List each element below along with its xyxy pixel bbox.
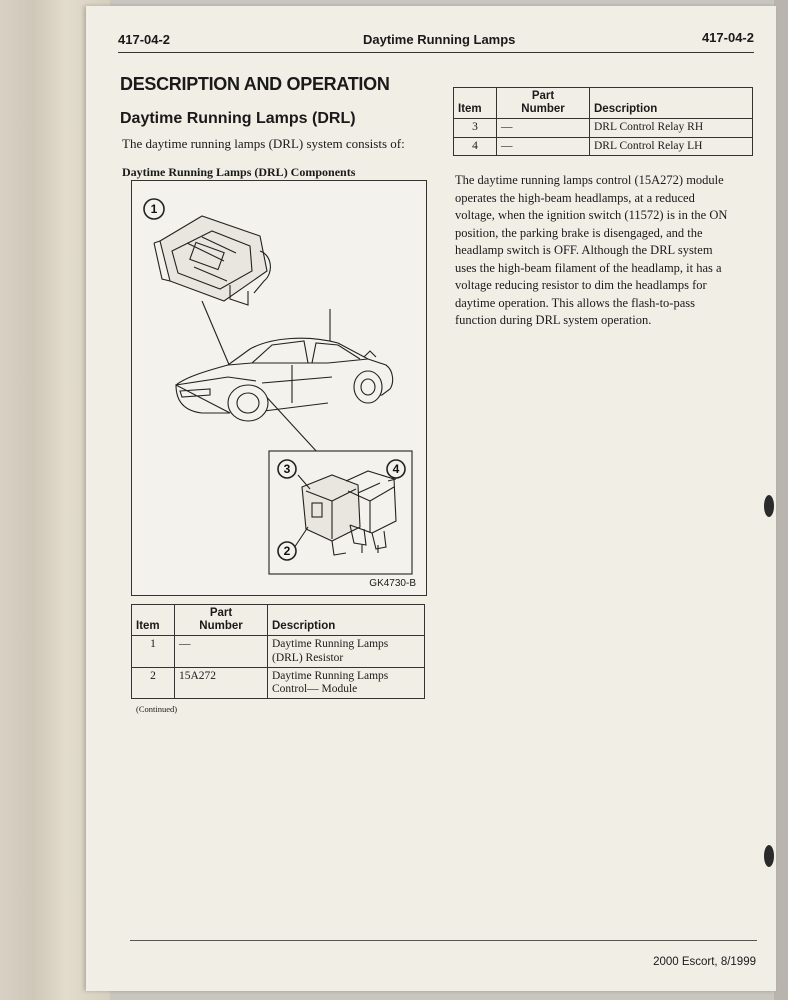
table-header-row (132, 605, 425, 636)
page-footer: 2000 Escort, 8/1999 (653, 956, 756, 968)
col-item: Item (132, 605, 175, 636)
parts-table-1 (131, 604, 425, 699)
parts-table-2 (453, 87, 753, 156)
figure-title: Daytime Running Lamps (DRL) Components (122, 165, 356, 179)
callout-3: 3 (283, 462, 291, 476)
footer-rule (130, 940, 757, 941)
binder-hole (764, 495, 774, 517)
subsection-title: Daytime Running Lamps (DRL) (120, 110, 356, 127)
binder-hole (764, 845, 774, 867)
page-id-right: 417-04-2 (701, 30, 754, 45)
callout-4: 4 (392, 462, 400, 476)
callout-1: 1 (150, 202, 158, 216)
figure-code: GK4730-B (369, 578, 416, 589)
table-row: 2 15A272 Daytime Running Lamps Control— Module (132, 667, 425, 698)
drl-resistor-drawing (154, 216, 270, 305)
table-row: 3 — DRL Control Relay RH (454, 119, 753, 137)
col-part-number: Part Number (175, 605, 268, 636)
callout-2: 2 (283, 544, 291, 558)
intro-text: The daytime running lamps (DRL) system consists of: (122, 136, 405, 151)
table-row: 4 — DRL Control Relay LH (454, 137, 753, 155)
binder-edge (774, 0, 788, 1000)
components-figure (131, 180, 427, 596)
col-description: Description (590, 88, 753, 119)
col-description: Description (268, 605, 425, 636)
car-drawing (176, 338, 393, 421)
body-paragraph: The daytime running lamps control (15A272) module operates the high-beam headlamps, at a reduced voltage, when the ignition switch (11572) is in the ON position, the parking brake is disengaged, and the headlamp switch is OFF. Although the DRL system uses the high-beam filament of the headlamp, it has a voltage reducing resistor to dim the headlamps for daytime operation. This allows the flash-to-pass function during DRL system operation. (455, 173, 728, 327)
page-header (118, 30, 754, 53)
continued-note: (Continued) (136, 704, 178, 714)
table-row: 1 — Daytime Running Lamps (DRL) Resistor (132, 636, 425, 667)
components-illustration (132, 181, 426, 595)
col-part-number: Part Number (497, 88, 590, 119)
header-title: Daytime Running Lamps (363, 32, 516, 47)
col-item: Item (454, 88, 497, 119)
page-id-left: 417-04-2 (118, 32, 171, 47)
table-header-row (454, 88, 753, 119)
section-title: DESCRIPTION AND OPERATION (120, 74, 390, 94)
